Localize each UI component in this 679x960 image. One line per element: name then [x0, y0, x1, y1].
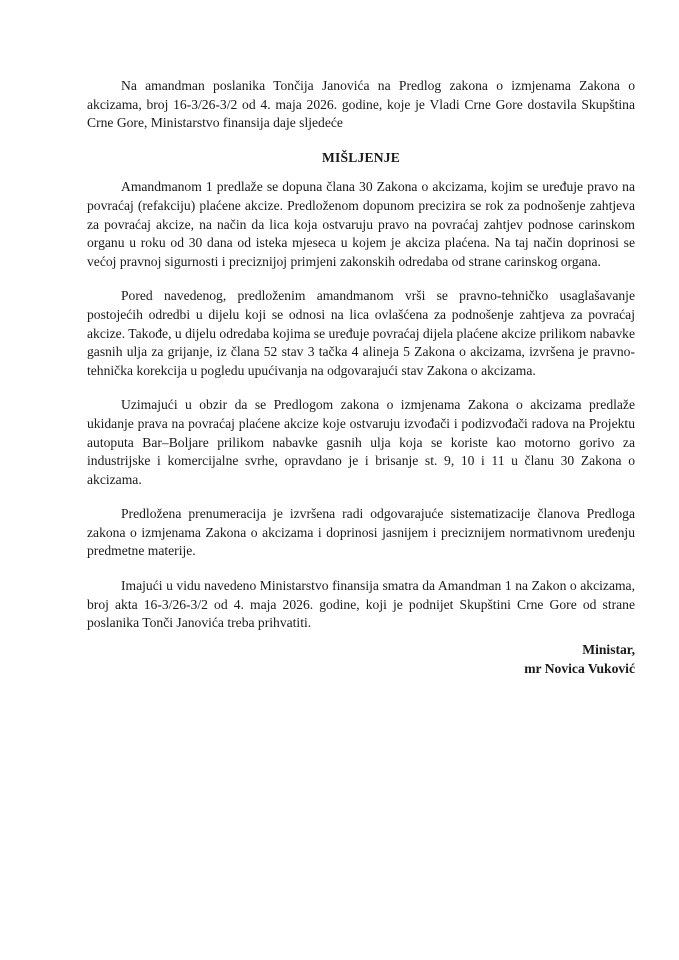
body-paragraph-1: Amandmanom 1 predlaže se dopuna člana 30 Zakona o akcizama, kojim se uređuje pravo na povraćaj (refakciju) plaćene akcize. Predloženom dopunom precizira se rok za podnošenje zahtjeva za povraćaj akcize, na način da lica koja ostvaruju pravo na povraćaj zahtjev podnose carinskom organu u roku od 30 dana od isteka mjeseca u kojem je akciza plaćena. Na taj način doprinosi se većoj pravnoj sigurnosti i preciznijoj primjeni zakonskih odredaba od strane carinskog organa.	[87, 179, 635, 269]
document-title: MIŠLJENJE	[321, 149, 401, 165]
document-page	[87, 77, 635, 676]
body-paragraph-4: Predložena prenumeracija je izvršena radi odgovarajuće sistematizacije članova Predloga zakona o izmjenama Zakona o akcizama i doprinosi jasnijem i preciznijem normativnom uređenju predmetne materije.	[87, 506, 635, 559]
signature-block	[524, 640, 635, 678]
signature-role: Ministar,	[582, 642, 635, 657]
intro-paragraph: Na amandman poslanika Tončija Janovića na Predlog zakona o izmjenama Zakona o akcizama, broj 16-3/26-3/2 od 4. maja 2026. godine, koje je Vladi Crne Gore dostavila Skupština Crne Gore, Ministarstvo finansija daje sljedeće	[87, 78, 635, 131]
body-paragraph-3: Uzimajući u obzir da se Predlogom zakona o izmjenama Zakona o akcizama predlaže ukidanje prava na povraćaj plaćene akcize koje ostvaruju izvođači i podizvođači radova na Projektu autoputa Bar–Boljare prilikom nabavke gasnih ulja koja se koriste kao motorno gorivo za industrijske i komercijalne svrhe, opravdano je i brisanje st. 9, 10 i 11 u članu 30 Zakona o akcizama.	[87, 397, 635, 487]
body-paragraph-5: Imajući u vidu navedeno Ministarstvo finansija smatra da Amandman 1 na Zakon o akcizama, broj akta 16-3/26-3/2 od 4. maja 2026. godine, koji je podnijet Skupštini Crne Gore od strane poslanika Tonči Janovića treba prihvatiti.	[87, 578, 635, 631]
signature-name: mr Novica Vuković	[524, 661, 635, 676]
body-paragraph-2: Pored navedenog, predloženim amandmanom vrši se pravno-tehničko usaglašavanje postojećih odredbi u dijelu koji se odnosi na lica ovlašćena za podnošenje zahtjeva za povraćaj akcize. Takođe, u dijelu odredaba kojima se uređuje povraćaj dijela plaćene akcize prilikom nabavke gasnih ulja za grijanje, iz člana 52 stav 3 tačka 4 alineja 5 Zakona o akcizama, izvršena je pravno-tehnička korekcija u pogledu upućivanja na odgovarajući stav Zakona o akcizama.	[87, 288, 635, 378]
